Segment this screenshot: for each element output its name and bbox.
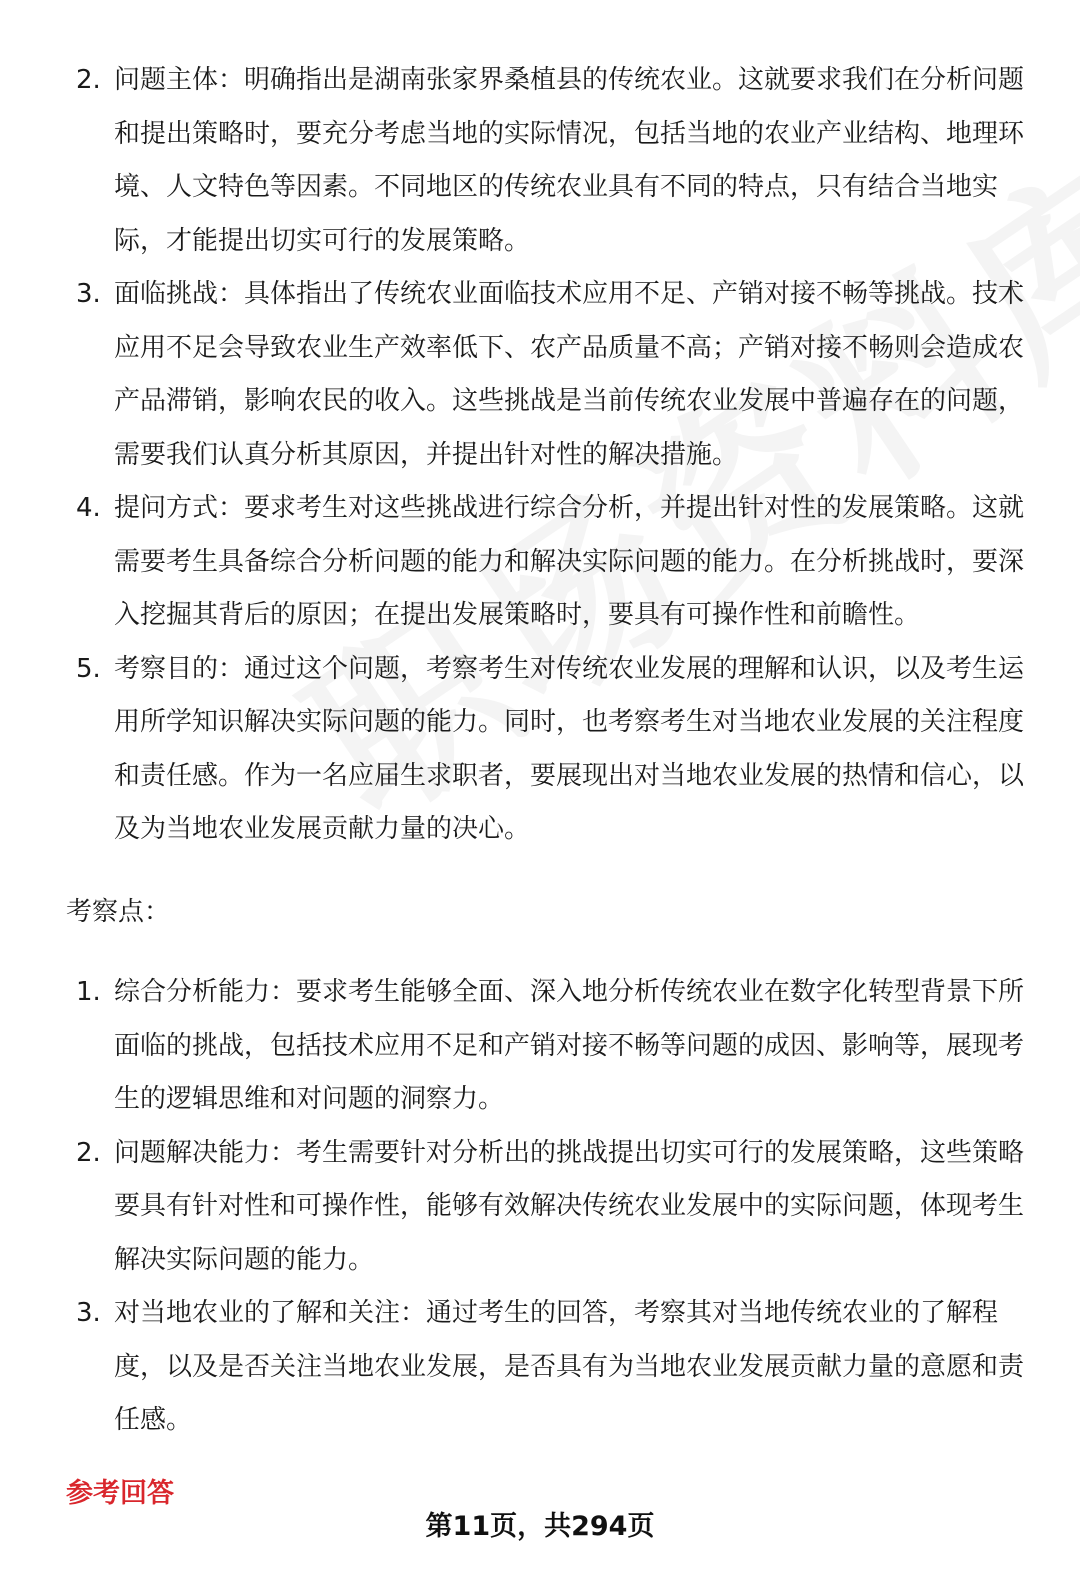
list-item [0, 643, 1080, 857]
list-item [0, 482, 1080, 643]
list-item-number: 3. [76, 279, 101, 309]
list-item-text: 问题解决能力：考生需要针对分析出的挑战提出切实可行的发展策略，这些策略要具有针对性和可操作性，能够有效解决传统农业发展中的实际问题，体现考生解决实际问题的能力。 [114, 1137, 1025, 1275]
list-item [0, 1287, 1080, 1448]
analysis-list [0, 54, 1080, 857]
list-item-text: 提问方式：要求考生对这些挑战进行综合分析，并提出针对性的发展策略。这就需要考生具备综合分析问题的能力和解决实际问题的能力。在分析挑战时，要深入挖掘其背后的原因；在提出发展策略时，要具有可操作性和前瞻性。 [114, 493, 1025, 630]
list-item-text: 面临挑战：具体指出了传统农业面临技术应用不足、产销对接不畅等挑战。技术应用不足会导致农业生产效率低下、农产品质量不高；产销对接不畅则会造成农产品滞销，影响农民的收入。这些挑战是当前传统农业发展中普遍存在的问题，需要我们认真分析其原因，并提出针对性的解决措施。 [114, 279, 1025, 470]
page-number-footer: 第11页，共294页 [425, 1511, 655, 1542]
assessment-points-list [0, 966, 1080, 1448]
list-item-text: 综合分析能力：要求考生能够全面、深入地分析传统农业在数字化转型背景下所面临的挑战，包括技术应用不足和产销对接不畅等问题的成因、影响等，展现考生的逻辑思维和对问题的洞察力。 [114, 977, 1025, 1114]
reference-answer-heading: 参考回答 [66, 1478, 174, 1509]
section-label-assessment-points: 考察点： [66, 897, 171, 927]
list-item-text: 考察目的：通过这个问题，考察考生对传统农业发展的理解和认识，以及考生运用所学知识解决实际问题的能力。同时，也考察考生对当地农业发展的关注程度和责任感。作为一名应届生求职者，要展现出对当地农业发展的热情和信心，以及为当地农业发展贡献力量的决心。 [114, 653, 1025, 844]
list-item-number: 2. [76, 65, 101, 95]
list-item [0, 54, 1080, 268]
list-item-number: 5. [76, 653, 101, 684]
list-item-number: 3. [76, 1298, 101, 1328]
list-item-number: 2. [76, 1137, 101, 1168]
list-item-number: 1. [76, 977, 101, 1007]
list-item-text: 问题主体：明确指出是湖南张家界桑植县的传统农业。这就要求我们在分析问题和提出策略时，要充分考虑当地的实际情况，包括当地的农业产业结构、地理环境、人文特色等因素。不同地区的传统农业具有不同的特点，只有结合当地实际，才能提出切实可行的发展策略。 [114, 65, 1025, 256]
list-item-number: 4. [76, 493, 101, 523]
list-item [0, 966, 1080, 1127]
list-item [0, 1127, 1080, 1288]
list-item-text: 对当地农业的了解和关注：通过考生的回答，考察其对当地传统农业的了解程度，以及是否关注当地农业发展，是否具有为当地农业发展贡献力量的意愿和责任感。 [114, 1298, 1025, 1435]
list-item [0, 268, 1080, 482]
